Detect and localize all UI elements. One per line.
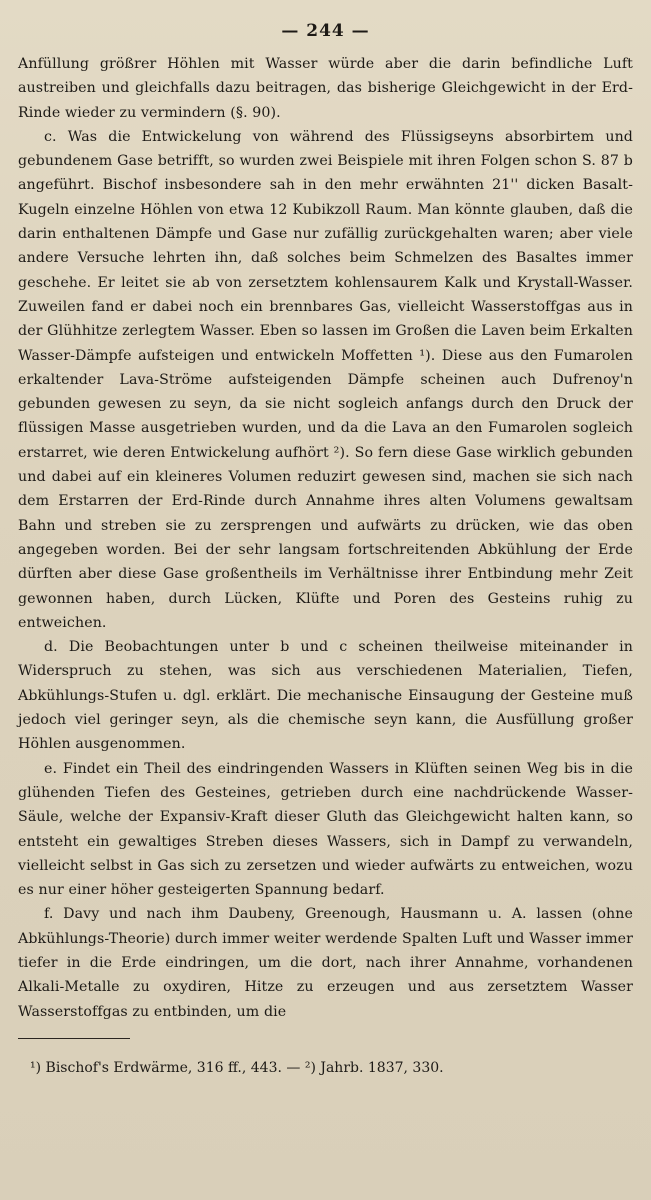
footnote-divider [18, 1038, 130, 1039]
paragraph-continuation: Anfüllung größrer Höhlen mit Wasser würde aber die darin befindliche Luft austreiben und gleichfalls dazu beitragen, das bisherige Gleichgewicht in der Erd-Rinde wieder zu vermindern (§. 90). [18, 56, 633, 121]
footnote: ¹) Bischof's Erdwärme, 316 ff., 443. — ²) Jahrb. 1837, 330. [30, 1059, 444, 1076]
paragraph-d: d. Die Beobachtungen unter b und c scheinen theilweise miteinander in Widerspruch zu stehen, was sich aus verschiedenen Materialien, Tiefen, Abkühlungs-Stufen u. dgl. erklärt. Die mechanische Einsaugung der Gesteine muß jedoch viel geringer seyn, als die chemische seyn kann, die Ausfüllung großer Höhlen ausgenommen. [18, 639, 633, 753]
paragraph-f: f. Davy und nach ihm Daubeny, Greenough, Hausmann u. A. lassen (ohne Abkühlungs-Theorie) durch immer weiter werdende Spalten Luft und Wasser immer tiefer in die Erde eindringen, um die dort, nach ihrer Annahme, vorhandenen Alkali-Metalle zu oxydiren, Hitze zu erzeugen und aus zersetztem Wasser Wasserstoffgas zu entbinden, um die [18, 906, 633, 1020]
paragraph-c: c. Was die Entwickelung von während des Flüssigseyns absorbirtem und gebundenem Gase betrifft, so wurden zwei Beispiele mit ihren Folgen schon S. 87 b angeführt. Bischof insbesondere sah in den mehr erwähnten 21'' dicken Basalt-Kugeln einzelne Höhlen von etwa 12 Kubikzoll Raum. Man könnte glauben, daß die darin enthaltenen Dämpfe und Gase nur zufällig zurückgehalten waren; aber viele andere Versuche lehrten ihn, daß solches beim Schmelzen des Basaltes immer geschehe. Er leitet sie ab von zersetztem kohlensaurem Kalk und Krystall-Wasser. Zuweilen fand er dabei noch ein brennbares Gas, vielleicht Wasserstoffgas aus in der Glühhitze zerlegtem Wasser. Eben so lassen im Großen die Laven beim Erkalten Wasser-Dämpfe aufsteigen und entwickeln Moffetten ¹). Diese aus den Fumarolen erkaltender Lava-Ströme aufsteigenden Dämpfe scheinen auch Dufrenoy'n gebunden gewesen zu seyn, da sie nicht sogleich anfangs durch den Druck der flüssigen Masse ausgetrieben wurden, und da die Lava an den Fumarolen sogleich erstarret, wie deren Entwickelung aufhört ²). So fern diese Gase wirklich gebunden und dabei auf ein kleineres Volumen reduzirt gewesen sind, machen sie sich nach dem Erstarren der Erd-Rinde durch Annahme ihres alten Volumens gewaltsam Bahn und streben sie zu zersprengen und aufwärts zu drücken, wie das oben angegeben worden. Bei der sehr langsam fortschreitenden Abkühlung der Erde dürften aber diese Gase großentheils im Verhältnisse ihrer Entbindung mehr Zeit gewonnen haben, durch Lücken, Klüfte und Poren des Gesteins ruhig zu entweichen. [18, 128, 633, 631]
main-text [18, 52, 633, 1024]
paragraph-e: e. Findet ein Theil des eindringenden Wassers in Klüften seinen Weg bis in die glühenden Tiefen des Gesteines, getrieben durch eine nachdrückende Wasser-Säule, welche der Expansiv-Kraft dieser Gluth das Gleichgewicht halten kann, so entsteht ein gewaltiges Streben dieses Wassers, sich in Dampf zu verwandeln, vielleicht selbst in Gas sich zu zersetzen und wieder aufwärts zu entweichen, wozu es nur einer höher gesteigerten Spannung bedarf. [18, 760, 633, 899]
page-number: — 244 — [281, 21, 370, 41]
